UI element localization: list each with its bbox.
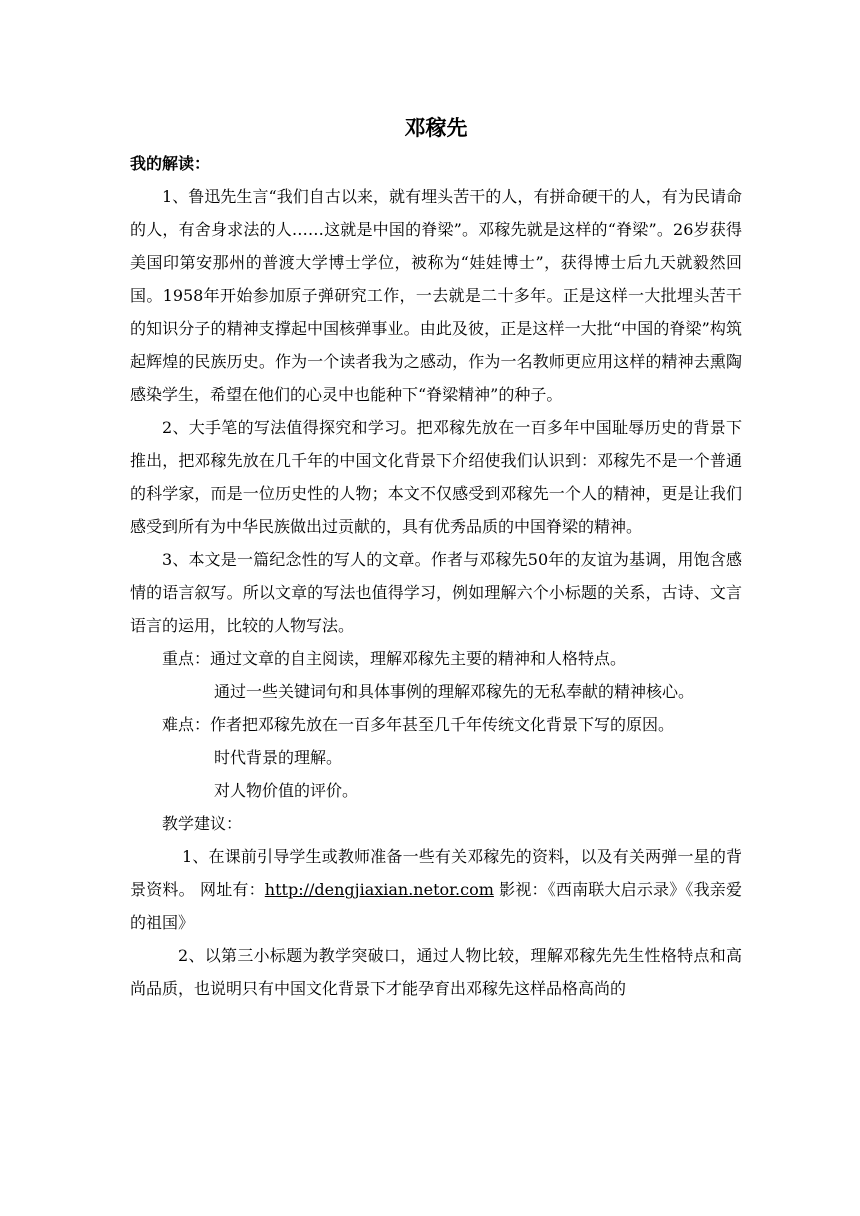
document-title: 邓稼先 [404, 115, 468, 140]
difficulty-line-1 [130, 708, 742, 741]
paragraph-2: 2、大手笔的写法值得探究和学习。把邓稼先放在一百多年中国耻辱历史的背景下推出，把邓稼先放在几千年的中国文化背景下介绍使我们认识到：邓稼先不是一个普通的科学家，而是一位历史性的人物；本文不仅感受到邓稼先一个人的精神，更是让我们感受到所有为中华民族做出过贡献的，具有优秀品质的中国脊梁的精神。 [130, 418, 742, 536]
difficulty-3: 对人物价值的评价。 [214, 781, 359, 800]
key-point-line-1 [130, 642, 742, 675]
teaching-suggestion-heading: 教学建议： [162, 814, 243, 833]
difficulty-1: 作者把邓稼先放在一百多年甚至几千年传统文化背景下写的原因。 [210, 715, 675, 734]
difficulty-2: 时代背景的理解。 [214, 748, 343, 767]
key-point-2: 通过一些关键词句和具体事例的理解邓稼先的无私奉献的精神核心。 [214, 682, 695, 701]
paragraph-3: 3、本文是一篇纪念性的写人的文章。作者与邓稼先50年的友谊为基调，用饱含感情的语言叙写。所以文章的写法也值得学习，例如理解六个小标题的关系，古诗、文言语言的运用，比较的人物写法。 [130, 550, 742, 635]
key-points-label: 重点： [162, 649, 211, 668]
suggestion-paragraph-2: 2、以第三小标题为教学突破口，通过人物比较，理解邓稼先先生性格特点和高尚品质，也说明只有中国文化背景下才能孕育出邓稼先这样品格高尚的 [130, 946, 742, 998]
suggestion-1-text: 1、在课前引导学生或教师准备一些有关邓稼先的资料，以及有关两弹一星的背景资料。 网址有： [130, 847, 742, 899]
difficulty-label: 难点： [162, 715, 211, 734]
website-link[interactable]: http://dengjiaxian.netor.com [264, 880, 494, 899]
paragraph-1: 1、鲁迅先生言“我们自古以来，就有埋头苦干的人，有拼命硬干的人，有为民请命的人，有舍身求法的人……这就是中国的脊梁”。邓稼先就是这样的“脊梁”。26岁获得美国印第安那州的普渡大学博士学位，被称为“娃娃博士”，获得博士后九天就毅然回国。1958年开始参加原子弹研究工作，一去就是二十多年。正是这样一大批埋头苦干的知识分子的精神支撑起中国核弹事业。由此及彼，正是这样一大批“中国的脊梁”构筑起辉煌的民族历史。作为一个读者我为之感动，作为一名教师更应用这样的精神去熏陶感染学生，希望在他们的心灵中也能种下“脊梁精神”的种子。 [130, 187, 742, 404]
document-page [130, 110, 742, 1005]
key-point-1: 通过文章的自主阅读，理解邓稼先主要的精神和人格特点。 [210, 649, 627, 668]
suggestion-paragraph-1 [130, 840, 742, 939]
suggestion-1-media: 影视：《西南联大启示录》《我亲爱的祖国》 [130, 880, 742, 932]
section-heading-my-reading: 我的解读： [130, 154, 211, 173]
